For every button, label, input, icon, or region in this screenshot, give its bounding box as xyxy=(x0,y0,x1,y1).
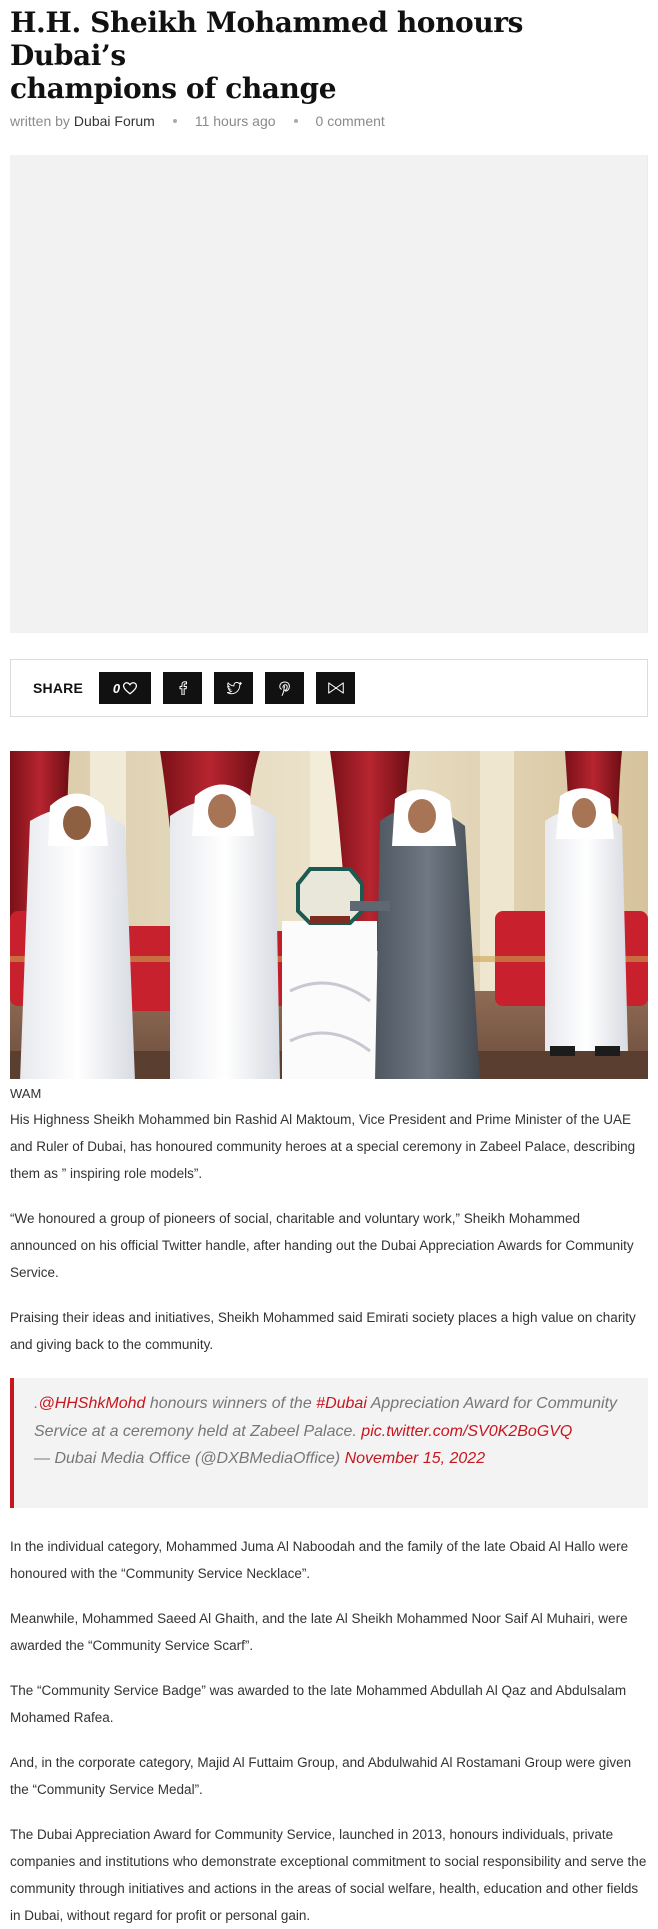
article-paragraph: Praising their ideas and initiatives, Sheikh Mohammed said Emirati society places a high value on charity and giving back to the community. xyxy=(10,1310,636,1352)
article-meta xyxy=(10,111,648,131)
article xyxy=(0,4,658,1929)
article-paragraph: Meanwhile, Mohammed Saeed Al Ghaith, and the late Al Sheikh Mohammed Noor Saif Al Muhairi, were awarded the “Community Service Scarf”. xyxy=(10,1611,628,1653)
title-line-1: H.H. Sheikh Mohammed honours Dubai’s xyxy=(10,6,523,72)
article-title xyxy=(10,4,648,105)
comment-count-link[interactable]: 0 comment xyxy=(315,113,385,129)
meta-separator xyxy=(294,119,298,123)
facebook-icon xyxy=(178,681,188,695)
article-paragraph: The Dubai Appreciation Award for Community Service, launched in 2013, honours individuals, private companies and institutions who demonstrate exceptional commitment to social responsibility and serve the community through initiatives and actions in the areas of social welfare, health, education and other fields in Dubai, without regard for profit or personal gain. xyxy=(10,1827,647,1923)
author-link[interactable]: Dubai Forum xyxy=(73,113,155,129)
share-pinterest-button[interactable] xyxy=(265,672,304,704)
like-button[interactable] xyxy=(99,672,151,704)
tweet-attribution: — Dubai Media Office (@DXBMediaOffice) xyxy=(34,1450,345,1467)
meta-separator xyxy=(173,119,177,123)
ceremony-photo xyxy=(10,751,648,1079)
share-label: SHARE xyxy=(33,680,84,696)
tweet-hashtag-link[interactable]: #Dubai xyxy=(316,1395,367,1412)
twitter-icon xyxy=(226,682,242,695)
share-twitter-button[interactable] xyxy=(214,672,253,704)
tweet-text: honours winners of the xyxy=(145,1395,317,1412)
photo-caption: WAM xyxy=(10,1086,42,1101)
written-by-label: written by xyxy=(10,113,70,129)
article-paragraph: And, in the corporate category, Majid Al Futtaim Group, and Abdulwahid Al Rostamani Group were given the “Community Service Medal”. xyxy=(10,1755,632,1797)
tweet-handle-link[interactable]: @HHShkMohd xyxy=(38,1395,146,1412)
tweet-media-link[interactable]: pic.twitter.com/SV0K2BoGVQ xyxy=(361,1422,573,1440)
share-facebook-button[interactable] xyxy=(163,672,202,704)
post-time: 11 hours ago xyxy=(194,113,276,129)
featured-image-placeholder xyxy=(10,155,648,633)
tweet-prefix: . xyxy=(34,1395,39,1412)
email-icon xyxy=(328,682,344,694)
heart-icon xyxy=(123,682,137,695)
article-paragraph: In the individual category, Mohammed Juma Al Naboodah and the family of the late Obaid Al Hallo were honoured with the “Community Service Necklace”. xyxy=(10,1539,629,1581)
share-email-button[interactable] xyxy=(316,672,355,704)
article-paragraph: The “Community Service Badge” was awarded to the late Mohammed Abdullah Al Qaz and Abdulsalam Mohamed Rafea. xyxy=(10,1683,627,1725)
article-paragraph: “We honoured a group of pioneers of social, charitable and voluntary work,” Sheikh Mohammed announced on his official Twitter handle, after handing out the Dubai Appreciation Awards for Community Service. xyxy=(10,1211,634,1280)
embedded-tweet xyxy=(10,1378,648,1508)
title-line-2: champions of change xyxy=(10,72,337,105)
tweet-date-link[interactable]: November 15, 2022 xyxy=(344,1450,486,1467)
share-bar xyxy=(10,659,648,717)
like-count: 0 xyxy=(112,680,121,696)
tweet-text: Appreciation Award for Community Service at a ceremony held at Zabeel Palace. xyxy=(34,1395,618,1440)
article-paragraph: His Highness Sheikh Mohammed bin Rashid Al Maktoum, Vice President and Prime Minister of the UAE and Ruler of Dubai, has honoured community heroes at a special ceremony in Zabeel Palace, describing them as ” inspiring role models”. xyxy=(10,1112,636,1181)
pinterest-icon xyxy=(278,681,291,696)
